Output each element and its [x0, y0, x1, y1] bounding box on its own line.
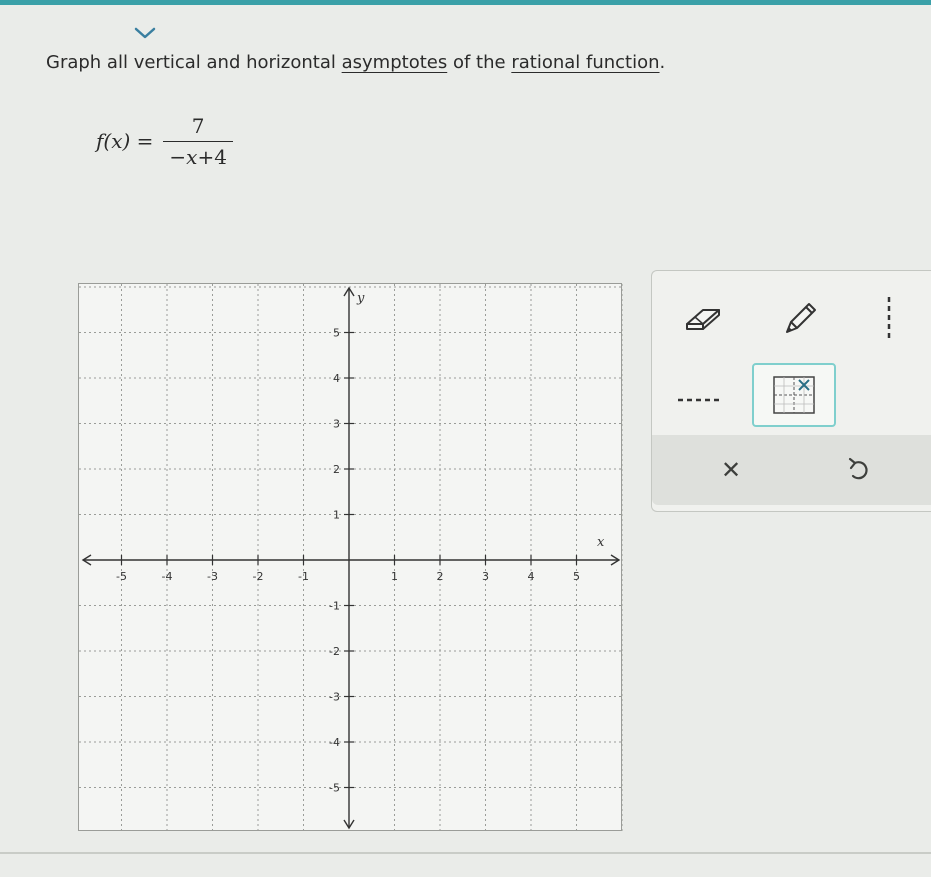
rational-function-link[interactable]: rational function: [511, 52, 660, 73]
close-icon: ✕: [720, 456, 742, 484]
x-tick-label: 4: [527, 570, 535, 583]
x-tick-label: 3: [482, 570, 489, 583]
vertical-asymptote-tool[interactable]: [864, 293, 914, 343]
undo-button[interactable]: [836, 447, 882, 493]
formula-numerator: 7: [191, 113, 205, 138]
y-tick-label: -4: [329, 736, 340, 749]
y-tick-label: 4: [333, 372, 340, 385]
y-tick-label: -1: [329, 599, 340, 613]
x-tick-label: 2: [436, 570, 444, 583]
coordinate-plane[interactable]: [79, 284, 623, 832]
x-tick-label: -1: [298, 570, 309, 583]
pencil-tool[interactable]: [774, 293, 824, 343]
horizontal-dashed-line-icon: [676, 390, 722, 410]
y-tick-label: -2: [329, 645, 340, 658]
graph-area[interactable]: [78, 283, 622, 831]
x-tick-label: -4: [161, 570, 173, 583]
asymptotes-link[interactable]: asymptotes: [341, 52, 448, 73]
vertical-dashed-line-icon: [879, 295, 899, 341]
x-tick-label: 5: [573, 570, 580, 583]
collapse-chevron-icon[interactable]: [130, 22, 160, 44]
question-prompt: [46, 52, 665, 73]
y-tick-label: 3: [333, 417, 340, 431]
formula-fraction: [163, 114, 233, 169]
undo-icon: [846, 457, 872, 483]
asymptote-grid-tool[interactable]: [752, 363, 836, 427]
prompt-text-middle: of the: [452, 52, 506, 73]
eraser-tool[interactable]: [678, 293, 728, 343]
y-axis-label: y: [357, 291, 365, 306]
prompt-period: .: [659, 52, 666, 73]
prompt-text: Graph all vertical and horizontal: [46, 52, 336, 73]
formula-denominator: [163, 141, 233, 169]
denominator-constant: +4: [197, 144, 227, 169]
graphing-toolbar: [651, 270, 931, 512]
denominator-variable: x: [186, 144, 198, 169]
x-axis-label: x: [597, 535, 605, 550]
pencil-icon: [777, 296, 821, 340]
eraser-icon: [681, 300, 725, 336]
asymptote-grid-icon: [772, 375, 816, 415]
clear-button[interactable]: [708, 447, 754, 493]
y-tick-label: -5: [329, 781, 340, 795]
y-tick-label: -3: [329, 690, 340, 704]
x-tick-label: -5: [116, 570, 127, 583]
formula-lhs: f(x) =: [96, 129, 154, 153]
horizontal-asymptote-tool[interactable]: [674, 375, 724, 425]
y-tick-label: 2: [333, 463, 340, 476]
y-tick-label: 5: [333, 326, 340, 340]
x-tick-label: -3: [207, 570, 218, 583]
bottom-divider: [0, 852, 931, 854]
y-tick-label: 1: [333, 508, 340, 522]
action-bar: [652, 435, 931, 505]
function-formula: [96, 108, 233, 174]
top-accent-bar: [0, 0, 931, 5]
x-tick-label: -2: [252, 570, 264, 583]
denominator-minus: −: [169, 144, 187, 169]
x-tick-label: 1: [391, 570, 398, 583]
